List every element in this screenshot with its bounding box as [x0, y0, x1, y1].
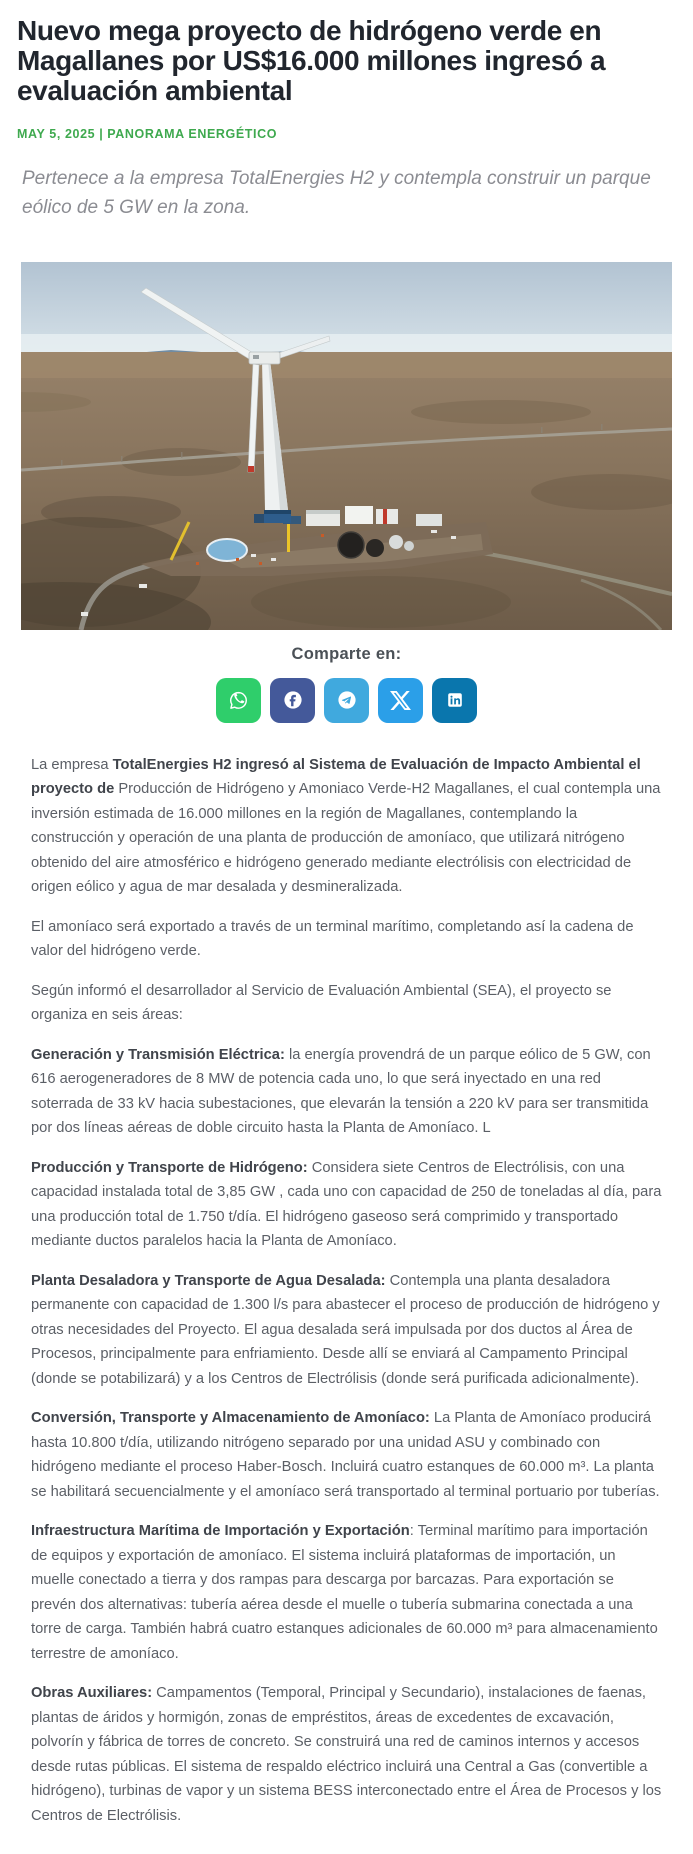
share-label: Comparte en:	[291, 644, 402, 663]
telegram-icon	[335, 688, 359, 712]
paragraph-bold-text: Producción y Transporte de Hidrógeno:	[31, 1159, 308, 1176]
meta-date: MAY 5, 2025	[17, 126, 96, 141]
share-buttons	[0, 678, 693, 723]
article-paragraph	[31, 1043, 662, 1141]
share-whatsapp-button[interactable]	[216, 678, 261, 723]
meta-category-link[interactable]: PANORAMA ENERGÉTICO	[107, 126, 278, 141]
article-header	[0, 0, 693, 223]
x-icon	[390, 690, 411, 711]
share-telegram-button[interactable]	[324, 678, 369, 723]
paragraph-text: La Planta de Amoníaco producirá hasta 10.800 t/día, utilizando nitrógeno separado por una unidad ASU y combinado con hidrógeno mediante el proceso Haber-Bosch. Incluirá cuatro estanques de 60.000 m³. La planta se habilitará secuencialmente y el amoníaco será transportado al terminal portuario por tuberías.	[31, 1410, 660, 1500]
article-paragraph	[31, 1519, 662, 1666]
meta-separator: |	[99, 126, 104, 141]
paragraph-bold-text: Infraestructura Marítima de Importación y Exportación	[31, 1523, 410, 1540]
paragraph-text: Según informó el desarrollador al Servicio de Evaluación Ambiental (SEA), el proyecto se organiza en seis áreas:	[31, 982, 612, 1024]
share-section	[0, 645, 693, 723]
hero-image	[21, 262, 672, 630]
article-paragraph	[31, 915, 662, 964]
paragraph-text: El amoníaco será exportado a través de un terminal marítimo, completando así la cadena de valor del hidrógeno verde.	[31, 918, 634, 960]
paragraph-bold-text: Obras Auxiliares:	[31, 1685, 153, 1702]
article-paragraph	[31, 1269, 662, 1392]
paragraph-bold-text: Planta Desaladora y Transporte de Agua Desalada:	[31, 1272, 386, 1289]
article-paragraph	[31, 1406, 662, 1504]
article-subtitle: Pertenece a la empresa TotalEnergies H2 y contempla construir un parque eólico de 5 GW en la zona.	[22, 167, 651, 219]
paragraph-text: Contempla una planta desaladora permanente con capacidad de 1.300 l/s para abastecer el proceso de producción de hidrógeno y otras necesidades del Proyecto. El agua desalada será impulsada por dos ductos al Área de Procesos, principalmente para enfriamiento. Desde allí se enviará al Campamento Principal (donde se potabilizará) y a los Centros de Electrólisis (donde será purificada adicionalmente).	[31, 1272, 660, 1387]
article-paragraph	[31, 1681, 662, 1828]
article-paragraph	[31, 753, 662, 900]
page-title: Nuevo mega proyecto de hidrógeno verde en Magallanes por US$16.000 millones ingresó a evaluación ambiental	[17, 15, 606, 106]
meta-line	[17, 127, 673, 141]
paragraph-text: la energía provendrá de un parque eólico de 5 GW, con 616 aerogeneradores de 8 MW de potencia cada uno, lo que será inyectado en una red soterrada de 33 kV hacia subestaciones, que elevarán la tensión a 220 kV para ser transmitida por dos líneas aéreas de doble circuito hasta la Planta de Amoníaco. L	[31, 1046, 651, 1137]
paragraph-bold-text: TotalEnergies H2 ingresó al Sistema de Evaluación de Impacto Ambiental el proyecto de	[31, 756, 641, 798]
wind-turbine-photo	[21, 262, 672, 630]
facebook-icon	[281, 688, 305, 712]
share-x-button[interactable]	[378, 678, 423, 723]
share-linkedin-button[interactable]	[432, 678, 477, 723]
paragraph-text: La empresa	[31, 756, 113, 773]
linkedin-icon	[443, 688, 467, 712]
paragraph-text: : Terminal marítimo para importación de equipos y exportación de amoníaco. El sistema incluirá plataformas de importación, un muelle conectado a tierra y dos rampas para descarga por barcazas. Para exportación se prevén dos alternativas: tubería aérea desde el muelle o tubería submarina conectada a una torre de carga. También habrá cuatro estanques adicionales de 60.000 m³ para almacenamiento terrestre de amoníaco.	[31, 1523, 658, 1662]
paragraph-text: Producción de Hidrógeno y Amoniaco Verde-H2 Magallanes, el cual contempla una inversión estimada de 16.000 millones en la región de Magallanes, contemplando la construcción y operación de una planta de producción de amoníaco, que utilizará nitrógeno obtenido del aire atmosférico e hidrógeno generado mediante electrólisis con electricidad de origen eólico y agua de mar desalada y desmineralizada.	[31, 781, 661, 896]
article-paragraph	[31, 1156, 662, 1254]
article-paragraph	[31, 979, 662, 1028]
article-body	[0, 723, 693, 1854]
paragraph-bold-text: Generación y Transmisión Eléctrica:	[31, 1046, 285, 1063]
paragraph-text: Considera siete Centros de Electrólisis, con una capacidad instalada total de 3,85 GW , cada uno con capacidad de 250 de toneladas al día, para una producción total de 1.750 t/día. El hidrógeno gaseoso será comprimido y transportado mediante ductos paralelos hacia la Planta de Amoníaco.	[31, 1159, 662, 1250]
paragraph-bold-text: Conversión, Transporte y Almacenamiento de Amoníaco:	[31, 1410, 430, 1427]
paragraph-text: Campamentos (Temporal, Principal y Secundario), instalaciones de faenas, plantas de áridos y hormigón, zonas de empréstitos, áreas de excedentes de excavación, polvorín y fábrica de torres de concreto. Se construirá una red de caminos internos y accesos desde rutas públicas. El sistema de respaldo eléctrico incluirá una Central a Gas (convertible a hidrógeno), turbinas de vapor y un sistema BESS interconectado entre el Área de Procesos y los Centros de Electrólisis.	[31, 1685, 662, 1824]
whatsapp-icon	[227, 689, 250, 712]
share-facebook-button[interactable]	[270, 678, 315, 723]
